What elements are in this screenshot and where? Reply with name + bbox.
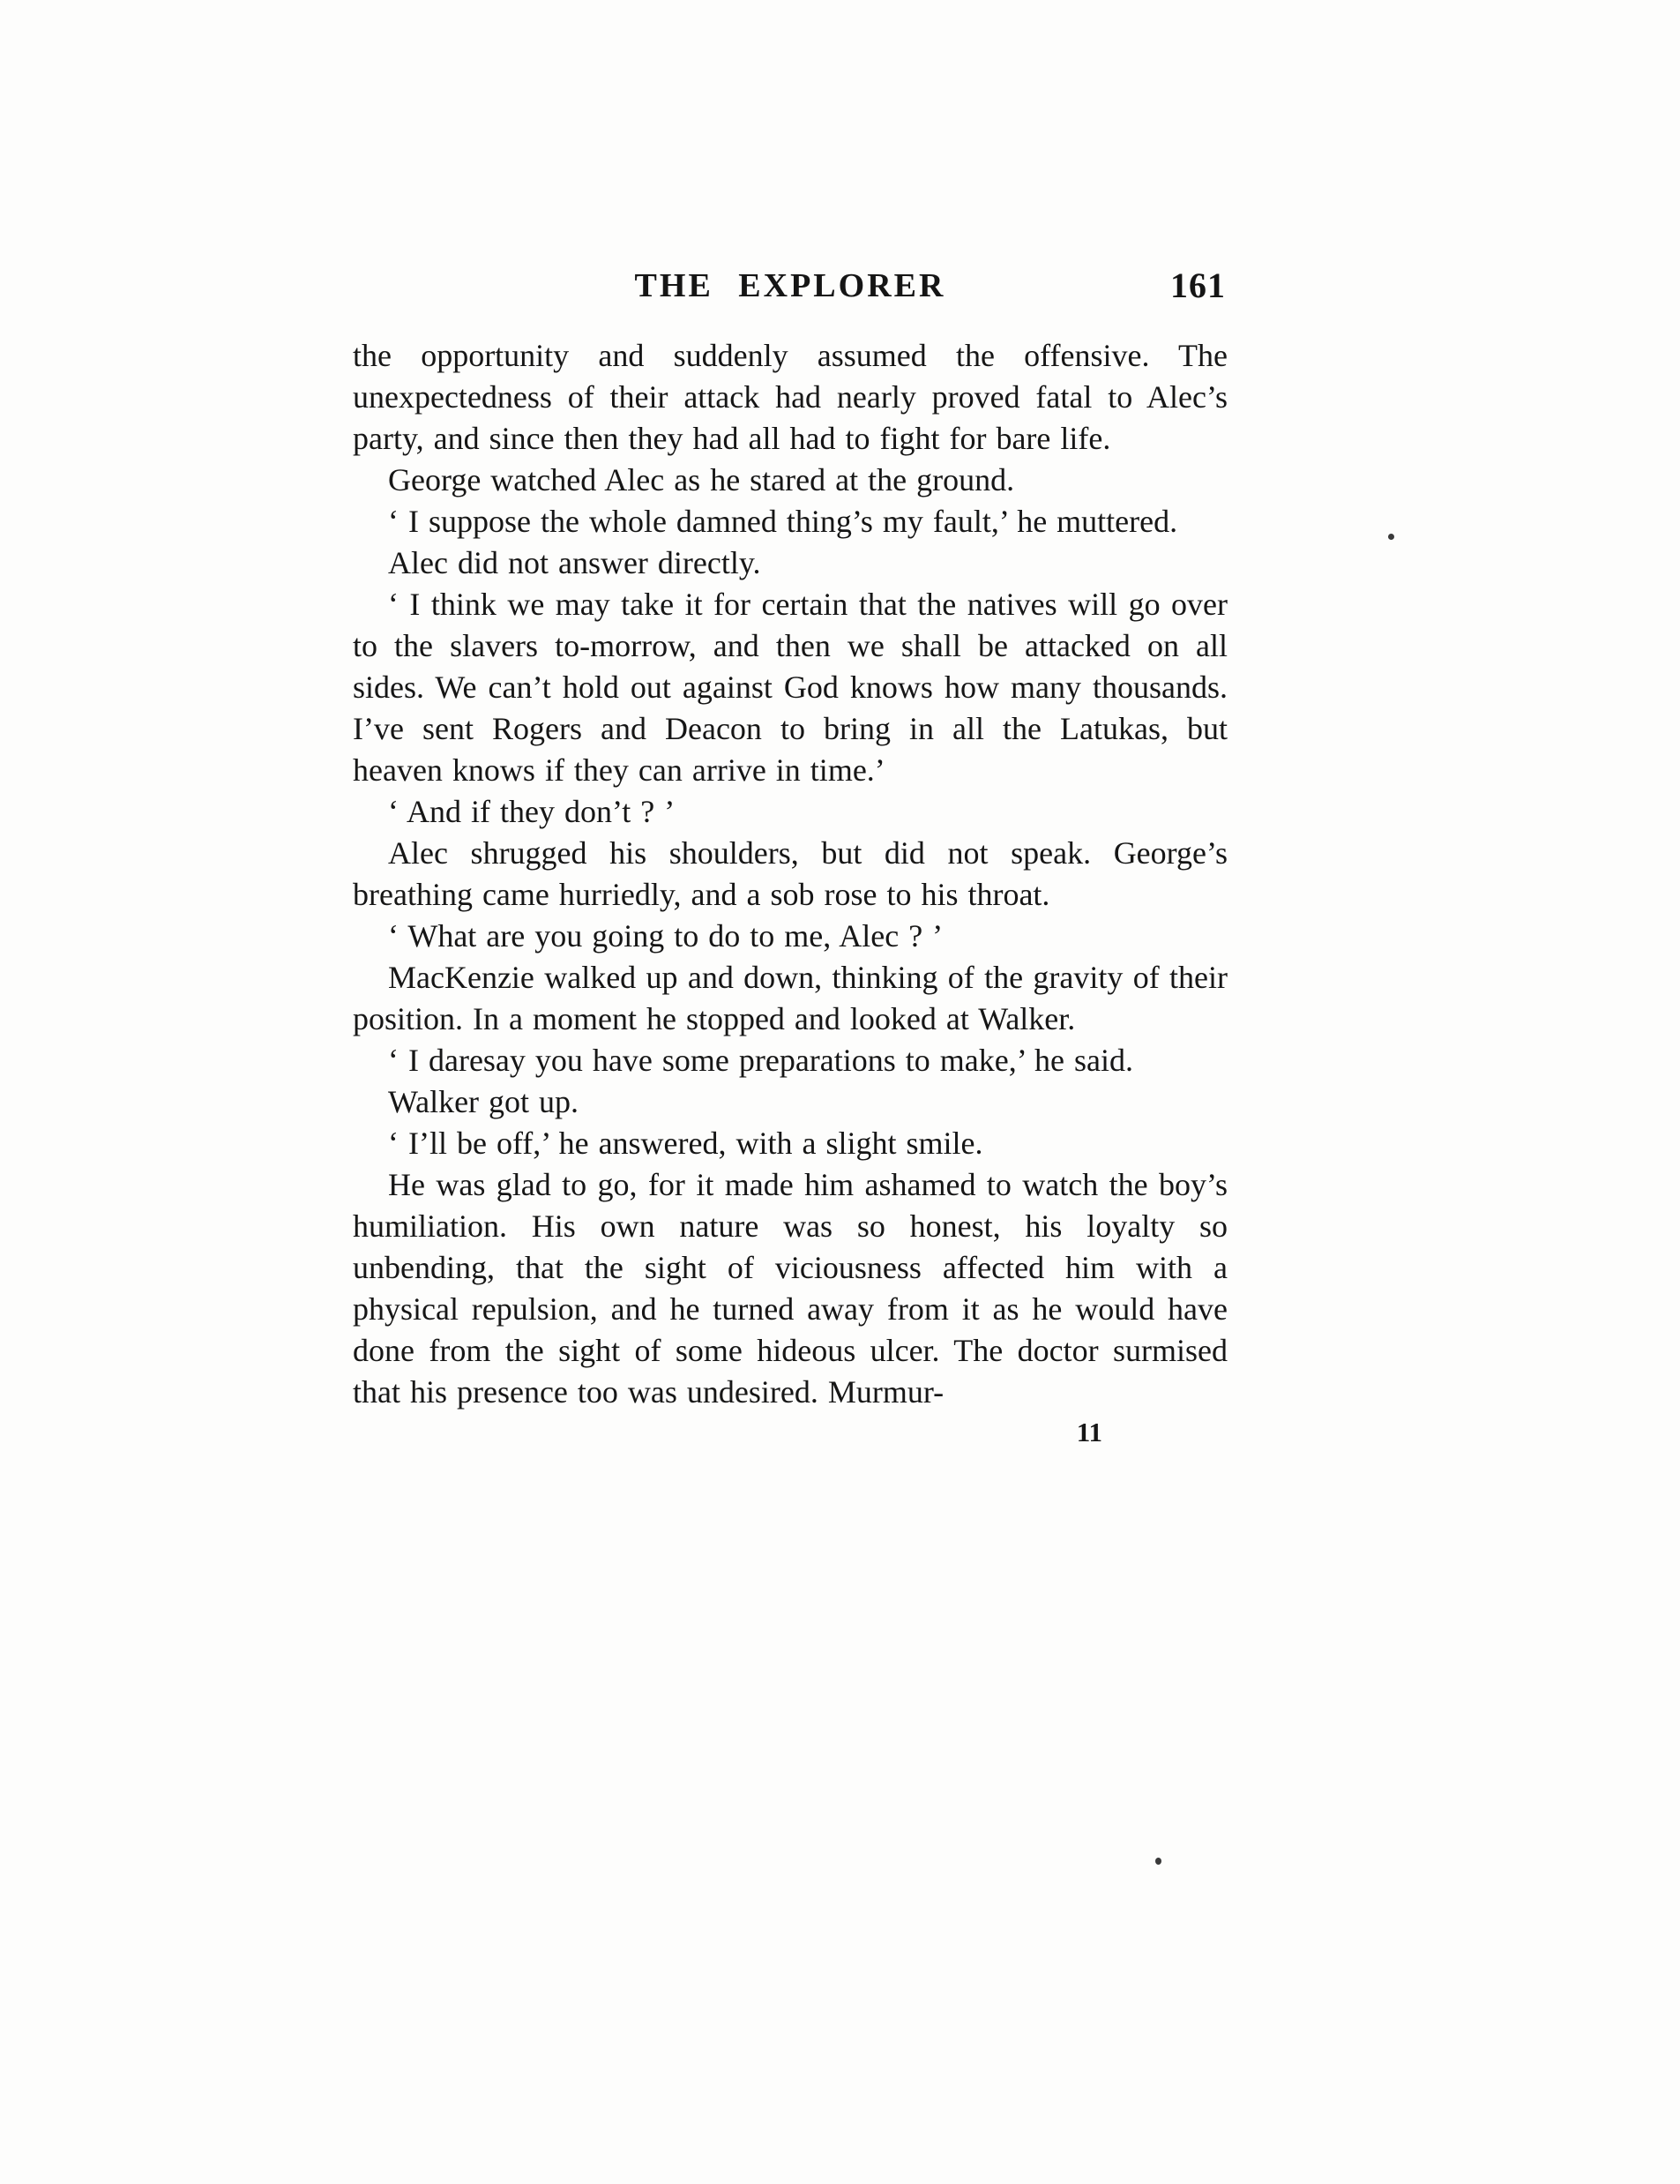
paragraph: He was glad to go, for it made him ashamed to watch the boy’s humiliation. His own nature was so honest, his loyalty so unbending, that the sight of viciousness affected him with a physical repulsion, and he turned away from it as he would have done from the sight of some hideous ulcer. The doctor surmised that his presence too was undesired. Murmur- — [353, 1167, 1228, 1410]
paragraph: George watched Alec as he stared at the ground. — [388, 462, 1015, 497]
body-text — [353, 335, 1228, 1413]
paragraph: ‘ I suppose the whole damned thing’s my fault,’ he muttered. — [388, 504, 1178, 539]
paragraph: ‘ I’ll be off,’ he answered, with a slight smile. — [388, 1126, 983, 1161]
scan-speck — [1155, 1858, 1161, 1865]
paragraph: Alec shrugged his shoulders, but did not speak. George’s breathing came hurriedly, and a sob rose to his throat. — [353, 835, 1228, 912]
paragraph: ‘ I think we may take it for certain that the natives will go over to the slavers to-morrow, and then we shall be attacked on all sides. We can’t hold out against God knows how many thousands. I’ve sent Rogers and Deacon to bring in all the Latukas, but heaven knows if they can arrive in time.’ — [353, 587, 1228, 788]
paragraph: ‘ And if they don’t ? ’ — [388, 794, 676, 829]
paragraph: ‘ What are you going to do to me, Alec ? ’ — [388, 918, 944, 954]
paragraph: Alec did not answer directly. — [388, 545, 761, 580]
signature-mark: 11 — [1076, 1417, 1102, 1447]
scan-speck — [1388, 534, 1394, 540]
paragraph: ‘ I daresay you have some preparations to make,’ he said. — [388, 1043, 1134, 1078]
paragraph: the opportunity and suddenly assumed the offensive. The unexpectedness of their attack had nearly proved fatal to Alec’s party, and since then they had all had to fight for bare life. — [353, 338, 1228, 456]
paragraph: MacKenzie walked up and down, thinking of the gravity of their position. In a moment he stopped and looked at Walker. — [353, 960, 1228, 1036]
page-number: 161 — [1170, 266, 1226, 305]
running-title: THE EXPLORER — [634, 267, 946, 304]
paragraph: Walker got up. — [388, 1084, 579, 1119]
page-header — [353, 266, 1228, 312]
text-block — [353, 266, 1228, 1448]
